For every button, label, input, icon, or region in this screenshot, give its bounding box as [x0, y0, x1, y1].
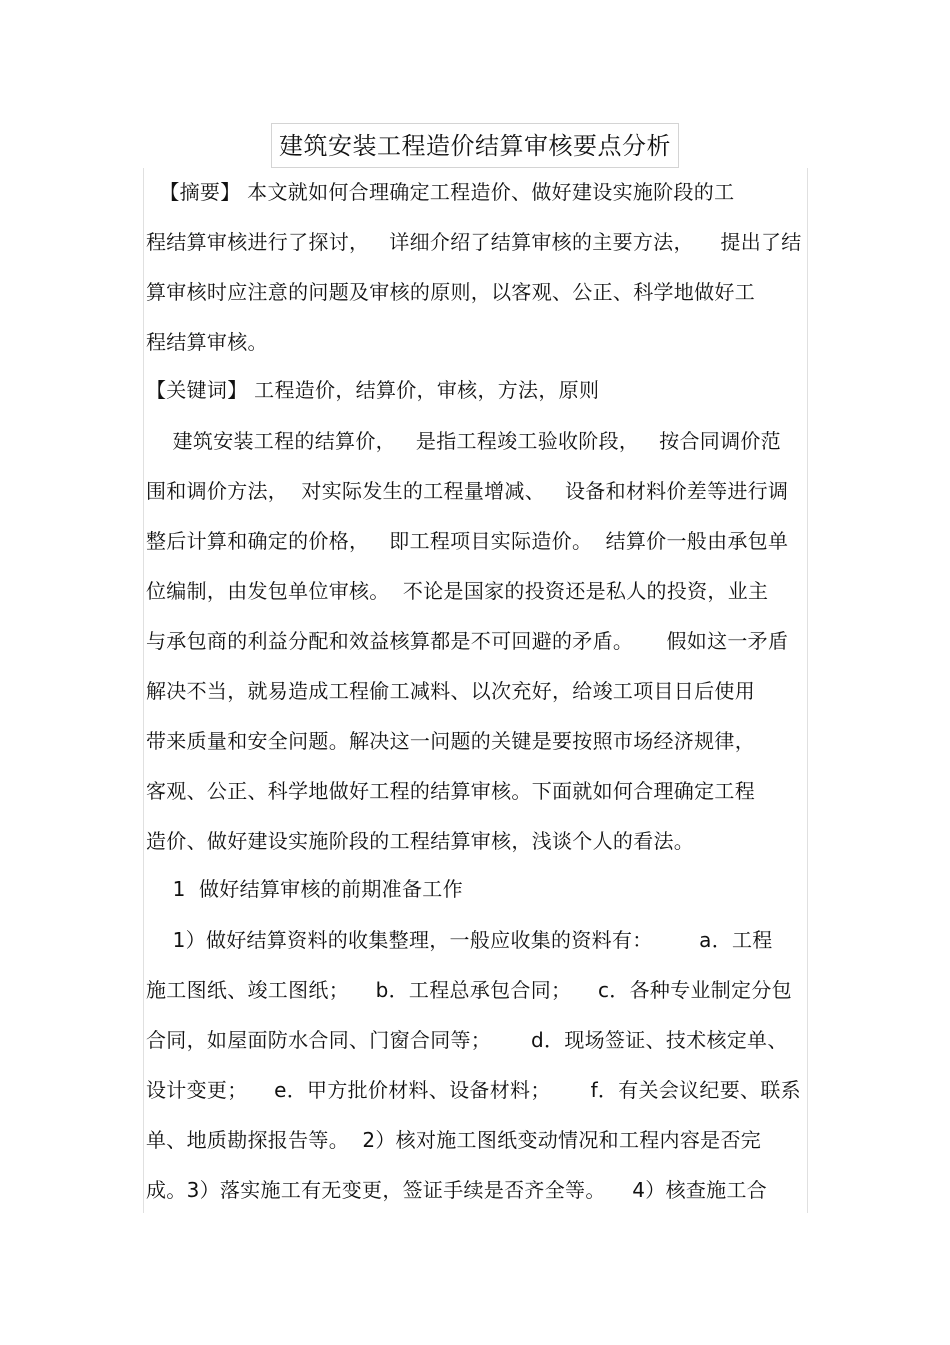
paragraph-line-6: 解决不当，就易造成工程偷工减料、以次充好，给竣工项目日后使用 — [146, 679, 755, 703]
paragraph-line-4: 位编制，由发包单位审核。 不论是国家的投资还是私人的投资，业主 — [146, 579, 769, 603]
section-line-2: 施工图纸、竣工图纸； b．工程总承包合同； c．各种专业制定分包 — [146, 978, 792, 1002]
section-line-5: 单、地质勘探报告等。 2）核对施工图纸变动情况和工程内容是否完 — [146, 1128, 762, 1152]
abstract-line-2: 程结算审核进行了探讨， 详细介绍了结算审核的主要方法， 提出了结 — [146, 230, 802, 254]
paragraph-line-3: 整后计算和确定的价格， 即工程项目实际造价。 结算价一般由承包单 — [146, 529, 789, 553]
paragraph-line-8: 客观、公正、科学地做好工程的结算审核。下面就如何合理确定工程 — [146, 779, 755, 803]
keywords-line: 【关键词】 工程造价，结算价，审核，方法，原则 — [146, 378, 600, 402]
paragraph-line-9: 造价、做好建设实施阶段的工程结算审核，浅谈个人的看法。 — [146, 829, 695, 853]
section-line-6: 成。3）落实施工有无变更，签证手续是否齐全等。 4）核查施工合 — [146, 1178, 768, 1202]
abstract-line-1: 【摘要】 本文就如何合理确定工程造价、做好建设实施阶段的工 — [146, 180, 735, 204]
section-heading: 1 做好结算审核的前期准备工作 — [146, 877, 463, 901]
abstract-line-4: 程结算审核。 — [146, 330, 268, 354]
paragraph-line-5: 与承包商的利益分配和效益核算都是不可回避的矛盾。 假如这一矛盾 — [146, 629, 789, 653]
section-line-3: 合同，如屋面防水合同、门窗合同等； d．现场签证、技术核定单、 — [146, 1028, 788, 1052]
abstract-line-3: 算审核时应注意的问题及审核的原则，以客观、公正、科学地做好工 — [146, 280, 755, 304]
paragraph-line-1: 建筑安装工程的结算价， 是指工程竣工验收阶段， 按合同调价范 — [146, 429, 781, 453]
paragraph-line-2: 围和调价方法， 对实际发生的工程量增减、 设备和材料价差等进行调 — [146, 479, 789, 503]
section-line-4: 设计变更； e．甲方批价材料、设备材料； f．有关会议纪要、联系 — [146, 1078, 801, 1102]
paragraph-line-7: 带来质量和安全问题。解决这一问题的关键是要按照市场经济规律， — [146, 729, 755, 753]
section-line-1: 1）做好结算资料的收集整理，一般应收集的资料有： a．工程 — [146, 928, 773, 952]
document-title: 建筑安装工程造价结算审核要点分析 — [279, 132, 671, 160]
